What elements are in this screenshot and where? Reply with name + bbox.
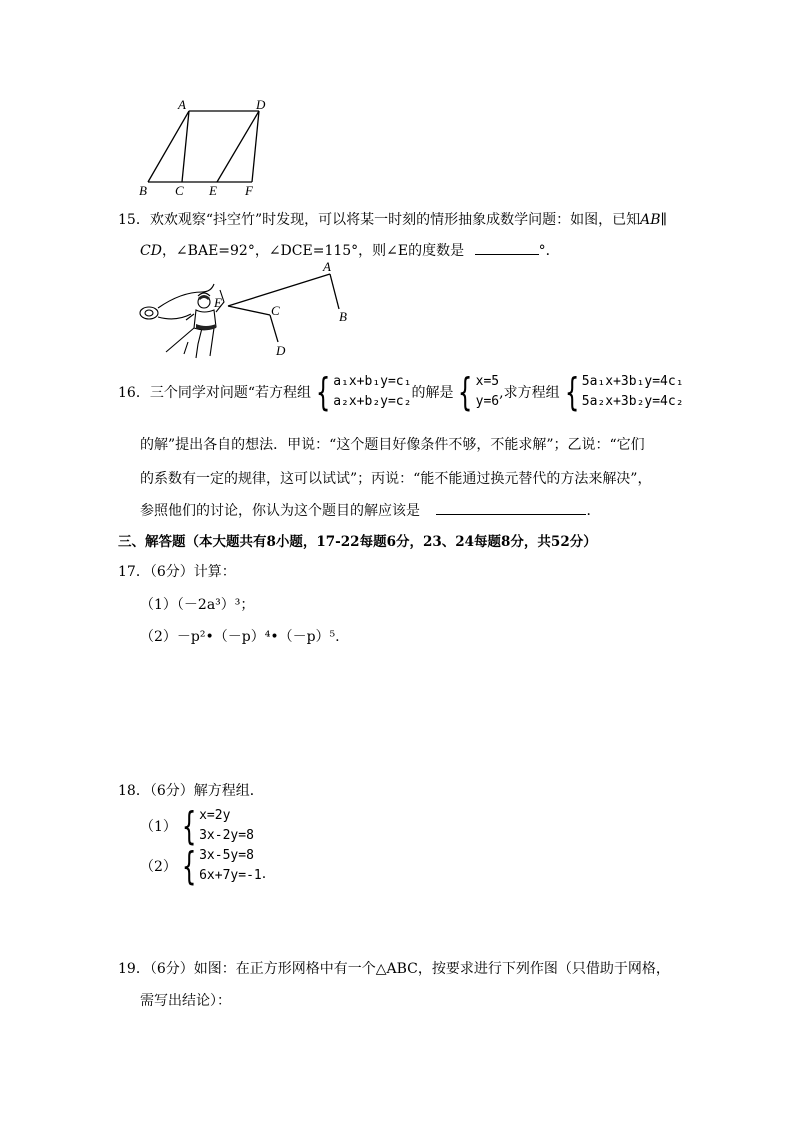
q18-sys1-eq2: 3x-2y=8 bbox=[199, 828, 254, 843]
q16-mid2: ,求方程组 bbox=[499, 385, 560, 401]
q16-sys2-eq2: y=6 bbox=[475, 394, 500, 409]
q16-sys2-eq1: x=5 bbox=[475, 374, 500, 389]
q19-line1: 19．（6分）如图：在正方形网格中有一个△ABC，按要求进行下列作图（只借助于网格， bbox=[118, 961, 670, 977]
q16-sys1-eq1: a₁x+b₁y=c₁ bbox=[333, 374, 412, 389]
person-illustration bbox=[140, 284, 224, 358]
q17-title: 17．（6分）计算： bbox=[118, 564, 236, 580]
q16-sys3-eq1: 5a₁x+3b₁y=4c₁ bbox=[581, 374, 684, 389]
q16-system1: { a₁x+b₁y=c₁ a₂x+b₂y=c₂ bbox=[315, 370, 412, 414]
q16-line1 bbox=[118, 372, 684, 412]
q15-cd: CD bbox=[140, 243, 162, 259]
q16-line2: 的解”提出各自的想法．甲说：“这个题目好像条件不够，不能求解”；乙说：“它们 bbox=[140, 437, 645, 453]
q16-answer-blank[interactable] bbox=[436, 514, 586, 515]
q15-text2: ，∠BAE=92°，∠DCE=115°，则∠E的度数是 bbox=[161, 243, 465, 259]
q18-p2-end: . bbox=[261, 866, 267, 882]
q15-line2 bbox=[140, 240, 560, 260]
label-C: C bbox=[175, 183, 184, 198]
q15-ab: AB∥ bbox=[640, 212, 668, 228]
q15-text1: 欢欢观察“抖空竹”时发现，可以将某一时刻的情形抽象成数学问题：如图，已知 bbox=[149, 212, 641, 228]
q16-system3: { 5a₁x+3b₁y=4c₁ 5a₂x+3b₂y=4c₂ bbox=[564, 370, 684, 414]
q16-sys3-eq2: 5a₂x+3b₂y=4c₂ bbox=[581, 394, 684, 409]
label-F: F bbox=[245, 183, 253, 198]
fig15-label-C: C bbox=[271, 303, 280, 318]
q16-text4: 参照他们的讨论，你认为这个题目的解应该是 bbox=[140, 503, 420, 519]
q16-line4 bbox=[140, 500, 600, 520]
q16-line3: 的系数有一定的规律，这可以试试”；丙说：“能不能通过换元替代的方法来解决”， bbox=[140, 471, 652, 487]
fig15-label-A: A bbox=[323, 262, 331, 274]
q18-sys1-eq1: x=2y bbox=[199, 808, 231, 823]
q18-part1 bbox=[140, 806, 254, 846]
fig15-label-B: B bbox=[339, 309, 347, 324]
q18-system1: { x=2y 3x-2y=8 bbox=[181, 804, 254, 848]
q18-sys2-eq2: 6x+7y=-1 bbox=[199, 868, 262, 883]
q16-mid: 的解是 bbox=[411, 385, 454, 401]
q15-end: °． bbox=[538, 243, 560, 259]
parallelogram-figure bbox=[135, 96, 270, 198]
q16-sys1-eq2: a₂x+b₂y=c₂ bbox=[333, 394, 412, 409]
label-B: B bbox=[139, 183, 147, 198]
q16-pre: 三个同学对问题“若方程组 bbox=[149, 385, 311, 401]
q18-p2-label: （2） bbox=[140, 859, 177, 875]
q15-number: 15． bbox=[118, 212, 150, 228]
q17-part2: （2）－p²•（－p）⁴•（－p）⁵. bbox=[140, 629, 340, 645]
q16-system2: { x=5 y=6 bbox=[458, 370, 500, 414]
fig15-label-D: D bbox=[276, 343, 286, 358]
q16-end: ． bbox=[586, 503, 601, 519]
section-3-heading: 三、解答题（本大题共有8小题，17-22每题6分，23、24每题8分，共52分） bbox=[118, 534, 597, 550]
label-D: D bbox=[256, 97, 266, 112]
q18-title: 18．（6分）解方程组． bbox=[118, 783, 264, 799]
q18-sys2-eq1: 3x-5y=8 bbox=[199, 848, 254, 863]
q19-line2: 需写出结论）： bbox=[140, 993, 231, 1009]
label-A: A bbox=[178, 97, 186, 112]
q17-part1: （1）（－2a³）³； bbox=[140, 597, 255, 613]
q15-line1 bbox=[118, 209, 667, 229]
q18-system2: { 3x-5y=8 6x+7y=-1 bbox=[181, 844, 262, 888]
fig15-label-E: E bbox=[214, 295, 222, 310]
q18-part2 bbox=[140, 846, 266, 886]
q15-answer-blank[interactable] bbox=[475, 254, 539, 255]
label-E: E bbox=[209, 183, 217, 198]
q16-number: 16． bbox=[118, 385, 150, 401]
q18-p1-label: （1） bbox=[140, 819, 177, 835]
kongzhu-figure bbox=[136, 262, 352, 362]
